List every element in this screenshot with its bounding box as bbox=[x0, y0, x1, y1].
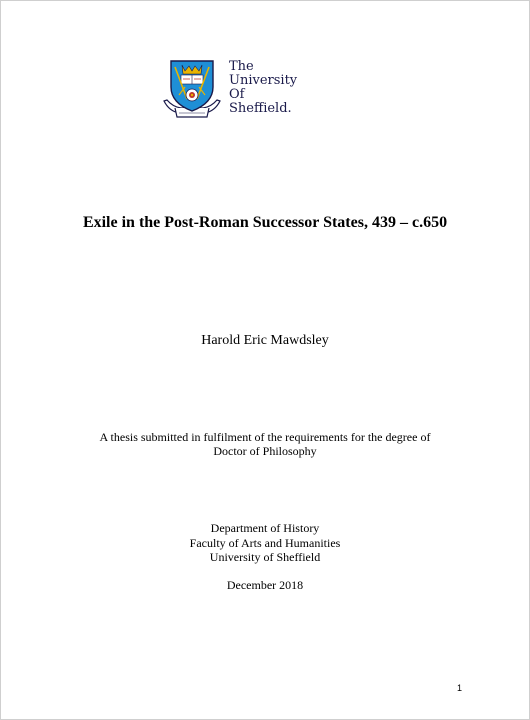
wordmark-line: Sheffield. bbox=[229, 101, 292, 116]
university-logo bbox=[161, 57, 311, 123]
wordmark-line: University bbox=[229, 73, 298, 88]
submission-date: December 2018 bbox=[226, 578, 304, 592]
degree-statement bbox=[1, 430, 529, 458]
university-wordmark bbox=[229, 60, 297, 116]
page-number: 1 bbox=[457, 683, 463, 693]
wordmark-line: Of bbox=[229, 87, 245, 102]
faculty: Faculty of Arts and Humanities bbox=[189, 535, 341, 550]
degree-statement-line: A thesis submitted in fulfilment of the requirements for the degree of bbox=[99, 430, 431, 444]
degree-name: Doctor of Philosophy bbox=[213, 444, 317, 458]
author-name: Harold Eric Mawdsley bbox=[201, 333, 329, 348]
university-crest-icon bbox=[161, 57, 223, 121]
wordmark-line: The bbox=[229, 59, 254, 74]
affiliation-block bbox=[1, 521, 529, 565]
university: University of Sheffield bbox=[209, 550, 321, 564]
department: Department of History bbox=[210, 521, 320, 535]
thesis-title: Exile in the Post-Roman Successor States, 439 – c.650 bbox=[82, 214, 448, 231]
